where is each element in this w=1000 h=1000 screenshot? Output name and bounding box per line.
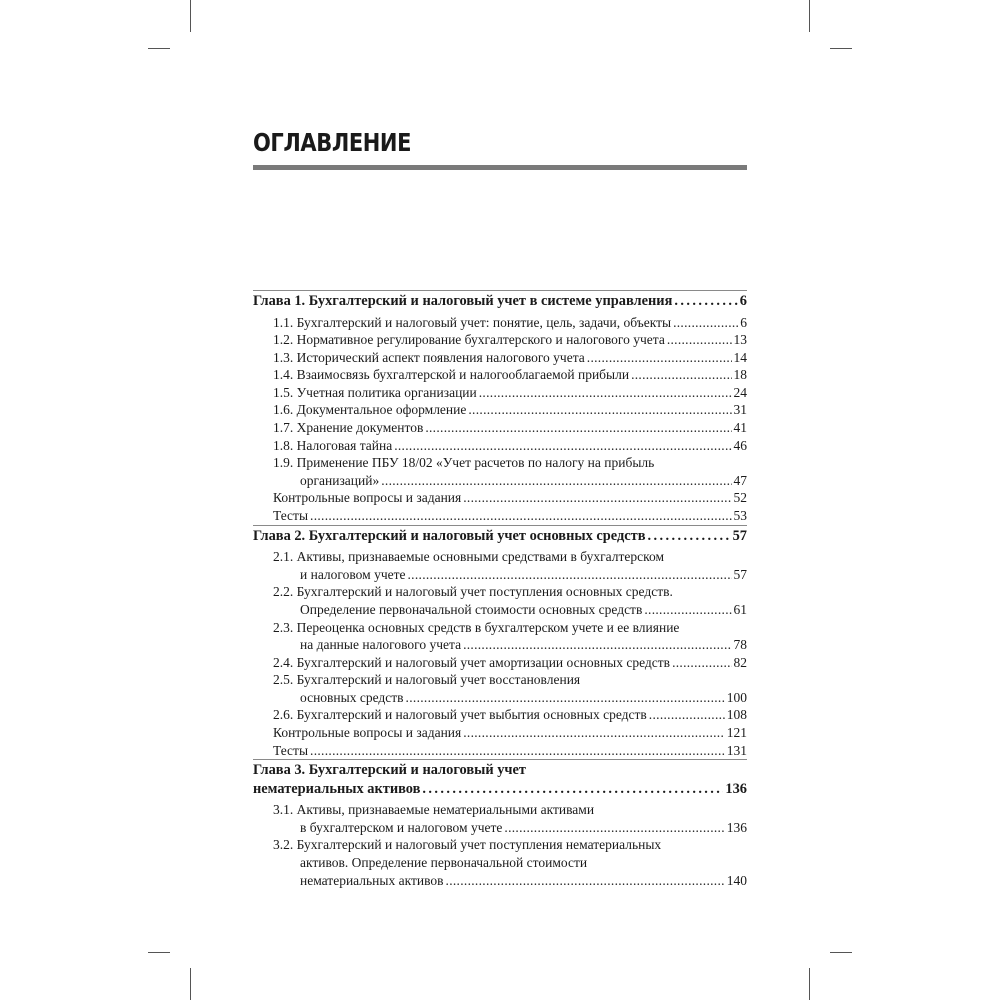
toc-entry[interactable]: 2.6. Бухгалтерский и налоговый учет выбытия основных средств ..... 108: [253, 706, 747, 724]
toc-entry[interactable]: 1.4. Взаимосвязь бухгалтерской и налогооблагаемой прибыли ..... 18: [253, 366, 747, 384]
toc-entry[interactable]: 2.5. Бухгалтерский и налоговый учет восстановления основных средств ..... 100: [253, 671, 747, 706]
toc-entry[interactable]: 1.9. Применение ПБУ 18/02 «Учет расчетов по налогу на прибыль организаций» ..... 47: [253, 454, 747, 489]
toc-chapter-1[interactable]: [253, 292, 747, 311]
crop-mark: [148, 952, 170, 953]
toc-chapter-3[interactable]: Глава 3. Бухгалтерский и налоговый учет нематериальных активов ..... 136: [253, 760, 747, 801]
toc-entry[interactable]: 1.6. Документальное оформление ..... 31: [253, 401, 747, 419]
toc-entry[interactable]: Тесты ..... 53: [253, 507, 747, 525]
toc-entry[interactable]: 2.4. Бухгалтерский и налоговый учет амортизации основных средств ..... 82: [253, 654, 747, 672]
crop-mark: [190, 0, 191, 32]
crop-mark: [830, 48, 852, 49]
crop-mark: [190, 968, 191, 1000]
toc-entry[interactable]: 3.2. Бухгалтерский и налоговый учет поступления нематериальных активов. Определение первоначальной стоимости нематериальных активов ..... 140: [253, 836, 747, 889]
toc-entry[interactable]: Контрольные вопросы и задания ..... 121: [253, 724, 747, 742]
toc-entry[interactable]: 1.3. Исторический аспект появления налогового учета ..... 14: [253, 349, 747, 367]
toc-entry[interactable]: 2.3. Переоценка основных средств в бухгалтерском учете и ее влияние на данные налогового учета ..... 78: [253, 619, 747, 654]
crop-mark: [830, 952, 852, 953]
page-number: 57: [732, 527, 747, 544]
chapter-title: Глава 2. Бухгалтерский и налоговый учет основных средств: [253, 527, 646, 544]
chapter-title: Глава 1. Бухгалтерский и налоговый учет в системе управления: [253, 293, 673, 309]
toc-entry[interactable]: Контрольные вопросы и задания ..... 52: [253, 489, 747, 507]
crop-mark: [148, 48, 170, 49]
toc-entry[interactable]: 1.2. Нормативное регулирование бухгалтерского и налогового учета ..... 13: [253, 331, 747, 349]
title-rule: [253, 165, 747, 170]
page-number: 136: [725, 780, 747, 797]
toc-entry[interactable]: 1.1. Бухгалтерский и налоговый учет: понятие, цель, задачи, объекты ..... 6: [253, 314, 747, 332]
toc-entry[interactable]: 1.7. Хранение документов ..... 41: [253, 419, 747, 437]
crop-mark: [809, 968, 810, 1000]
table-of-contents: [253, 290, 747, 889]
toc-entry[interactable]: 1.5. Учетная политика организации ..... 24: [253, 384, 747, 402]
page-number: 6: [739, 293, 747, 309]
crop-mark: [809, 0, 810, 32]
toc-chapter-2[interactable]: [253, 527, 747, 546]
toc-entry[interactable]: 1.8. Налоговая тайна ..... 46: [253, 437, 747, 455]
toc-entry[interactable]: 2.1. Активы, признаваемые основными средствами в бухгалтерском и налоговом учете ..... 57: [253, 548, 747, 583]
page-title: ОГЛАВЛЕНИЕ: [253, 128, 412, 157]
toc-entry[interactable]: Тесты ..... 131: [253, 742, 747, 760]
toc-entry[interactable]: 3.1. Активы, признаваемые нематериальными активами в бухгалтерском и налоговом учете ..... 136: [253, 801, 747, 836]
chapter-title: Глава 3. Бухгалтерский и налоговый учет: [253, 762, 526, 779]
toc-entry[interactable]: 2.2. Бухгалтерский и налоговый учет поступления основных средств. Определение первоначальной стоимости основных средств ..... 61: [253, 583, 747, 618]
